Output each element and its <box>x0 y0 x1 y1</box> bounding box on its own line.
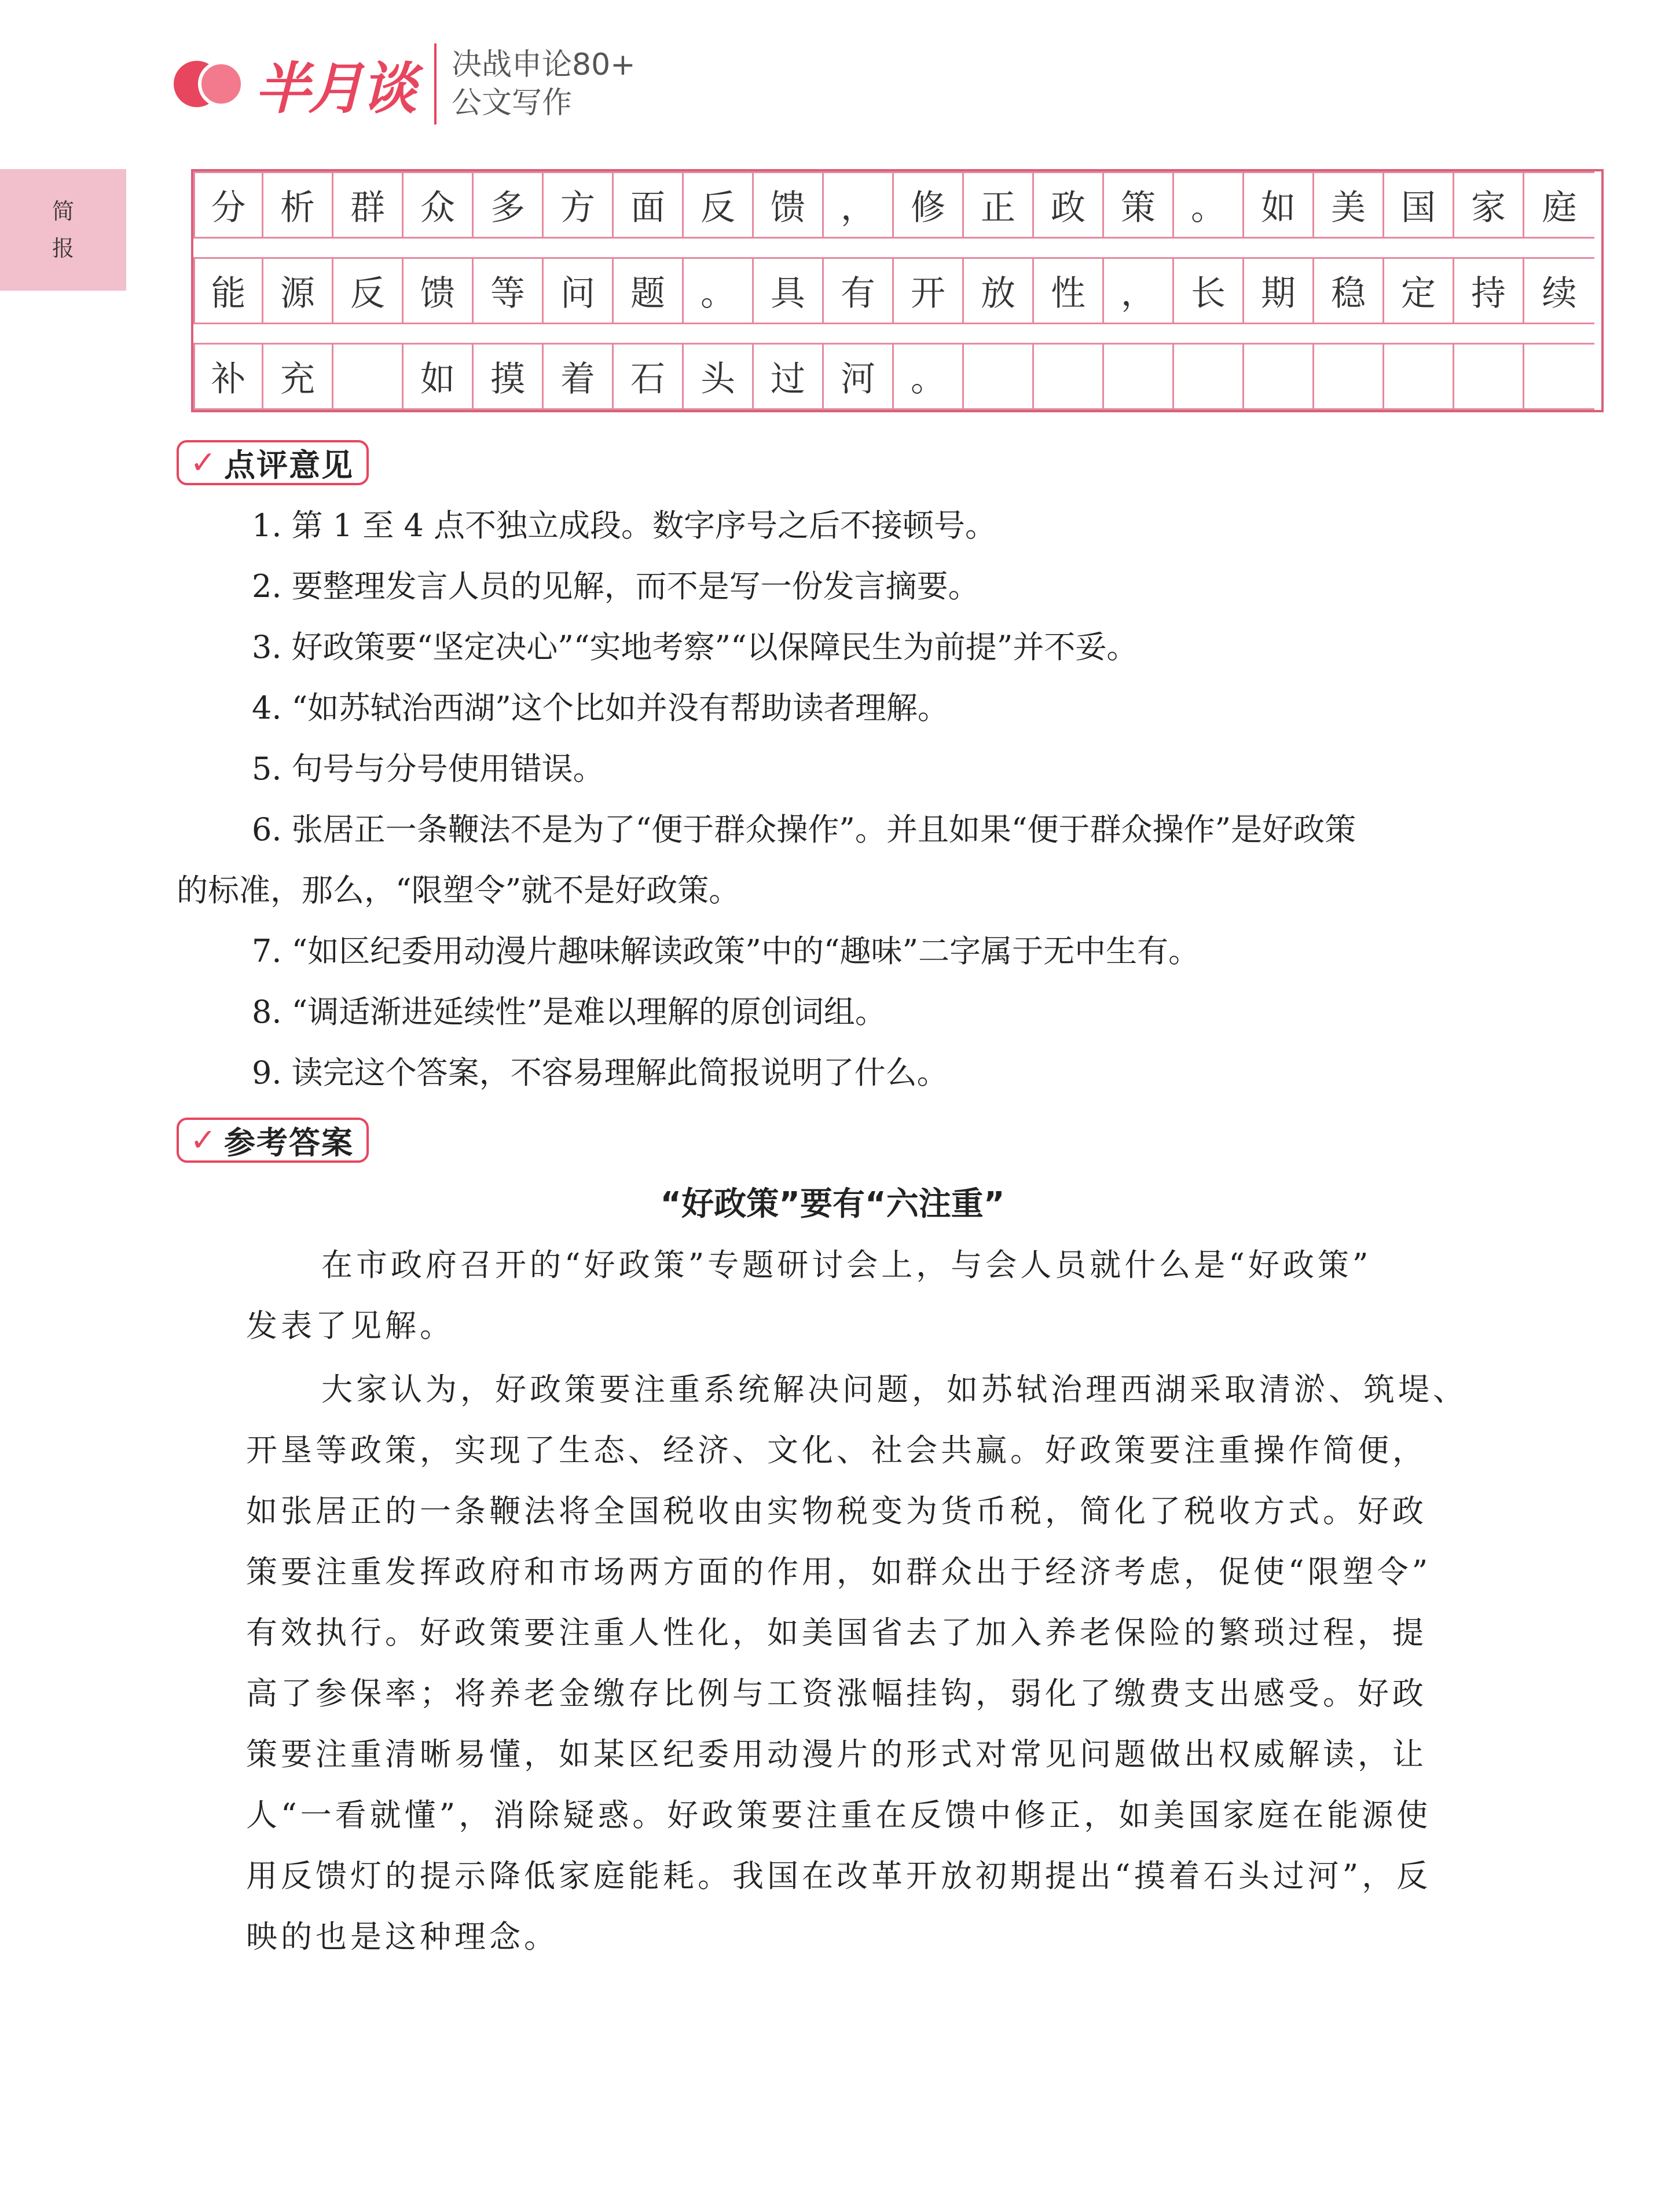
grid-cell: 开 <box>894 257 964 324</box>
grid-cell: 方 <box>544 171 614 239</box>
book-title-line2: 公文写作 <box>452 86 573 120</box>
book-title <box>452 46 636 122</box>
grid-cell: 长 <box>1174 257 1244 324</box>
review-item: 9. 读完这个答案，不容易理解此简报说明了什么。 <box>252 1054 948 1091</box>
grid-cell: 定 <box>1384 257 1454 324</box>
grid-cell: 面 <box>614 171 684 239</box>
answer-paragraph-line: 策要注重清晰易懂，如某区纪委用动漫片的形式对常见问题做出权威解读，让 <box>246 1736 1427 1772</box>
review-heading-badge <box>177 440 369 485</box>
grid-cell: 有 <box>824 257 894 324</box>
grid-row-3 <box>193 343 1601 410</box>
side-tab-char-2: 报 <box>52 236 74 261</box>
review-heading: 点评意见 <box>224 446 354 484</box>
grid-cell <box>964 343 1034 410</box>
grid-cell <box>1034 343 1104 410</box>
grid-cell: 群 <box>333 171 404 239</box>
grid-cell: 众 <box>404 171 474 239</box>
grid-cell: 持 <box>1454 257 1524 324</box>
answer-title: “好政策”要有“六注重” <box>660 1185 1005 1223</box>
grid-cell: 过 <box>754 343 824 410</box>
grid-cell <box>1314 343 1384 410</box>
logo-text: 半月谈 <box>255 56 415 121</box>
publisher-logo <box>174 45 415 124</box>
review-item: 7. “如区纪委用动漫片趣味解读政策”中的“趣味”二字属于无中生有。 <box>252 933 1200 969</box>
grid-cell: 家 <box>1454 171 1524 239</box>
grid-row-2 <box>193 257 1601 324</box>
grid-cell: 着 <box>544 343 614 410</box>
header-divider <box>434 43 437 124</box>
grid-cell <box>1384 343 1454 410</box>
grid-cell: 补 <box>193 343 263 410</box>
grid-cell: 续 <box>1524 257 1594 324</box>
grid-cell: 放 <box>964 257 1034 324</box>
grid-cell: 正 <box>964 171 1034 239</box>
grid-cell <box>1244 343 1314 410</box>
answer-paragraph-line: 如张居正的一条鞭法将全国税收由实物税变为货币税，简化了税收方式。好政 <box>246 1493 1427 1529</box>
grid-cell <box>333 343 404 410</box>
grid-cell: 反 <box>684 171 754 239</box>
grid-cell: 问 <box>544 257 614 324</box>
grid-cell <box>1174 343 1244 410</box>
grid-cell: ， <box>1104 257 1174 324</box>
answer-paragraph-line: 用反馈灯的提示降低家庭能耗。我国在改革开放初期提出“摸着石头过河”，反 <box>246 1858 1432 1894</box>
review-item: 1. 第 1 至 4 点不独立成段。数字序号之后不接顿号。 <box>252 507 997 544</box>
grid-cell <box>1524 343 1594 410</box>
answer-heading-badge <box>177 1118 369 1163</box>
side-tab-char-1: 简 <box>52 199 74 224</box>
grid-cell: 反 <box>333 257 404 324</box>
grid-cell: 分 <box>193 171 263 239</box>
logo-emblem-icon <box>174 55 249 113</box>
grid-cell: 。 <box>684 257 754 324</box>
grid-cell: 石 <box>614 343 684 410</box>
answer-paragraph-line: 在市政府召开的“好政策”专题研讨会上，与会人员就什么是“好政策” <box>321 1247 1372 1283</box>
grid-cell: 美 <box>1314 171 1384 239</box>
grid-cell: 析 <box>263 171 333 239</box>
grid-cell: 。 <box>894 343 964 410</box>
checkmark-icon: ✓ <box>190 1122 217 1158</box>
review-item: 3. 好政策要“坚定决心”“实地考察”“以保障民生为前提”并不妥。 <box>252 629 1138 665</box>
review-item: 8. “调适渐进延续性”是难以理解的原创词组。 <box>252 994 886 1030</box>
grid-cell <box>1454 343 1524 410</box>
review-item-continuation: 的标准，那么，“限塑令”就不是好政策。 <box>177 872 740 909</box>
answer-heading: 参考答案 <box>224 1124 354 1161</box>
grid-cell <box>1104 343 1174 410</box>
grid-cell: 国 <box>1384 171 1454 239</box>
review-item: 4. “如苏轼治西湖”这个比如并没有帮助读者理解。 <box>252 690 949 726</box>
grid-cell: 等 <box>474 257 544 324</box>
grid-cell: 具 <box>754 257 824 324</box>
grid-cell: 多 <box>474 171 544 239</box>
grid-cell: 期 <box>1244 257 1314 324</box>
grid-cell: 如 <box>1244 171 1314 239</box>
review-item: 2. 要整理发言人员的见解，而不是写一份发言摘要。 <box>252 568 980 605</box>
answer-paragraph-line: 策要注重发挥政府和市场两方面的作用，如群众出于经济考虑，促使“限塑令” <box>246 1554 1432 1590</box>
review-item: 5. 句号与分号使用错误。 <box>252 750 604 787</box>
book-title-line1: 决战申论80+ <box>452 47 636 82</box>
grid-cell: 充 <box>263 343 333 410</box>
grid-cell: 稳 <box>1314 257 1384 324</box>
grid-cell: 摸 <box>474 343 544 410</box>
answer-paragraph-line: 有效执行。好政策要注重人性化，如美国省去了加入养老保险的繁琐过程，提 <box>246 1614 1427 1651</box>
grid-cell: 能 <box>193 257 263 324</box>
answer-paragraph-line: 发表了见解。 <box>246 1308 454 1344</box>
grid-cell: 如 <box>404 343 474 410</box>
answer-paragraph-line: 人“一看就懂”，消除疑惑。好政策要注重在反馈中修正，如美国家庭在能源使 <box>246 1797 1432 1833</box>
grid-cell: 策 <box>1104 171 1174 239</box>
grid-cell: 馈 <box>404 257 474 324</box>
grid-cell: 头 <box>684 343 754 410</box>
page-header <box>174 41 636 127</box>
grid-cell: 性 <box>1034 257 1104 324</box>
grid-cell: 修 <box>894 171 964 239</box>
answer-paragraph-line: 映的也是这种理念。 <box>246 1918 559 1955</box>
grid-cell: ， <box>824 171 894 239</box>
writing-grid <box>191 169 1604 412</box>
grid-cell: 源 <box>263 257 333 324</box>
grid-cell: 政 <box>1034 171 1104 239</box>
answer-paragraph-line: 高了参保率；将养老金缴存比例与工资涨幅挂钩，弱化了缴费支出感受。好政 <box>246 1675 1427 1712</box>
grid-cell: 题 <box>614 257 684 324</box>
checkmark-icon: ✓ <box>190 444 217 481</box>
grid-row-1 <box>193 171 1601 239</box>
answer-paragraph-line: 大家认为，好政策要注重系统解决问题，如苏轼治理西湖采取清淤、筑堤、 <box>321 1371 1468 1408</box>
chapter-side-tab <box>0 169 126 291</box>
answer-paragraph-line: 开垦等政策，实现了生态、经济、文化、社会共赢。好政策要注重操作简便， <box>246 1432 1427 1468</box>
grid-cell: 。 <box>1174 171 1244 239</box>
grid-cell: 馈 <box>754 171 824 239</box>
grid-cell: 河 <box>824 343 894 410</box>
review-item: 6. 张居正一条鞭法不是为了“便于群众操作”。并且如果“便于群众操作”是好政策 <box>252 811 1356 848</box>
grid-cell: 庭 <box>1524 171 1594 239</box>
